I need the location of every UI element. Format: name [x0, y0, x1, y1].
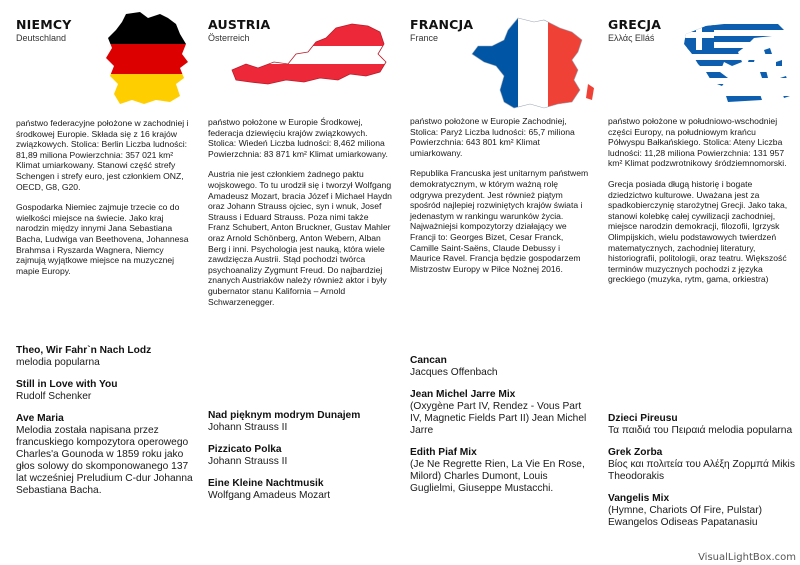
song-item: [208, 478, 396, 502]
song-author: Johann Strauss II: [208, 422, 288, 433]
greece-description: [608, 116, 792, 295]
germany-description: [16, 118, 194, 286]
france-description: [410, 116, 590, 284]
france-paragraph-1: państwo położone w Europie Zachodniej, Stolica: Paryż Liczba ludności: 65,7 miliona Powierzchnia: 643 801 km² Klimat umiarkowany.: [410, 116, 575, 158]
greece-paragraph-1: państwo położone w południowo-wschodniej części Europy, na południowym krańcu Półwyspu Bałkańskiego. Stolica: Ateny Liczba ludności: 11,28 miliona Powierzchnia: 131 957 km² Klimat podzwrotnikowy śródziemnomorski.: [608, 116, 787, 169]
greece-song-list: [608, 413, 796, 539]
song-title: Edith Piaf Mix: [410, 447, 477, 458]
song-item: [410, 447, 594, 495]
song-title: Nad pięknym modrym Dunajem: [208, 410, 361, 421]
france-flag-map: [468, 14, 600, 114]
song-item: [410, 389, 594, 437]
song-author: melodia popularna: [16, 357, 100, 368]
song-title: Cancan: [410, 355, 447, 366]
greece-paragraph-2: Grecja posiada długą historię i bogate dziedzictwo kulturowe. Uważana jest za spadkobierczynię starożytnej Grecji. Jako taka, stanowi kolebkę całej cywilizacji zachodniej, miejsce narodzin demokracji, filozofii, Igrzysk Olimpijskich, wielu podstawowych twierdzeń matematycznych, zachodniej literatury, historiografii, politologii, oraz teatru. Większość terminów muzycznych pochodzi z języka greckiego (muzyka, rytm, gama, orkiestra): [608, 178, 788, 285]
country-name: AUSTRIA: [208, 17, 271, 32]
germany-paragraph-2: Gospodarka Niemiec zajmuje trzecie co do wielkości miejsce na świecie. Jako kraj narodzin między innymi Jana Sebastiana Bacha, Ludwiga van Beethovena, Johannesa Brahmsa i Ryszarda Wagnera, Niemcy zajmują wyjątkowe miejsce na muzycznej mapie Europy.: [16, 202, 189, 276]
country-name: FRANCJA: [410, 17, 474, 32]
song-item: [208, 444, 396, 468]
austria-paragraph-1: państwo położone w Europie Środkowej, federacja dziewięciu krajów związkowych. Stolica: Wiedeń Liczba ludności: 8,462 miliona Powierzchnia: 83 871 km² Klimat umiarkowany.: [208, 117, 388, 159]
watermark: VisualLightBox.com: [698, 552, 796, 563]
austria-description: [208, 117, 392, 317]
song-title: Theo, Wir Fahr`n Nach Lodz: [16, 345, 152, 356]
austria-flag-map: [228, 18, 392, 88]
song-item: [608, 413, 796, 437]
germany-flag-map: [96, 10, 200, 110]
song-item: [608, 447, 796, 483]
song-item: [16, 413, 198, 497]
song-author: (Hymne, Chariots Of Fire, Pulstar) Ewangelos Odiseas Papatanasiu: [608, 505, 762, 528]
country-native-name: Deutschland: [16, 33, 67, 43]
song-author: Τα παιδιά του Πειραιά melodia popularna: [608, 425, 793, 436]
song-author: (Je Ne Regrette Rien, La Vie En Rose, Milord) Charles Dumont, Louis Guglielmi, Giuseppe Mustacchi.: [410, 459, 585, 494]
song-description: Melodia została napisana przez francuskiego kompozytora operowego Charles'a Gounoda w 1859 roku jako głos solowy do skomponowanego 137 lat wcześniej Preludium C-dur Johanna Sebastiana Bacha.: [16, 425, 193, 496]
song-title: Ave Maria: [16, 413, 64, 424]
song-author: (Oxygène Part IV, Rendez - Vous Part IV, Magnetic Fields Part II) Jean Michel Jarre: [410, 401, 587, 436]
france-song-list: [410, 355, 594, 505]
song-title: Pizzicato Polka: [208, 444, 282, 455]
country-name: GRECJA: [608, 17, 662, 32]
country-native-name: Österreich: [208, 33, 250, 43]
song-item: [16, 345, 198, 369]
song-author: Wolfgang Amadeus Mozart: [208, 490, 331, 501]
song-item: [410, 355, 594, 379]
country-native-name: France: [410, 33, 439, 43]
france-paragraph-2: Republika Francuska jest unitarnym państwem demokratycznym, w którym ważną rolę odgrywa prezydent. Jest również piątym spośród najlepiej rozwiniętych krajów świata i jedenastym w rankingu warunków życia. Najważniejsi kompozytorzy działający we Francji to: Georges Bizet, Cesar Franck, Camille Saint-Saëns, Claude Debussy i Maurice Ravel. Francja będzie gospodarzem Mistrzostw Europy w Piłce Nożnej 2016.: [410, 168, 589, 274]
song-title: Eine Kleine Nachtmusik: [208, 478, 324, 489]
song-item: [608, 493, 796, 529]
song-title: Jean Michel Jarre Mix: [410, 389, 516, 400]
song-title: Dzieci Pireusu: [608, 413, 678, 424]
germany-song-list: [16, 345, 198, 507]
song-title: Vangelis Mix: [608, 493, 670, 504]
germany-paragraph-1: państwo federacyjne położone w zachodniej i środkowej Europie. Składa się z 16 krajów związkowych. Stolica: Berlin Liczba ludności: 81,89 miliona Powierzchnia: 357 021 km² Klimat umiarkowany. Stanowi część strefy Schengen i strefy euro, jest członkiem ONZ, OECD, G8, G20.: [16, 118, 189, 192]
song-author: Βίος και πολιτεία του Αλέξη Ζορμπά Mikis Theodorakis: [608, 459, 795, 482]
song-author: Rudolf Schenker: [16, 391, 92, 402]
greece-flag-map: [676, 12, 796, 112]
country-native-name: Ελλάς Elláś: [608, 33, 655, 43]
song-item: [208, 410, 396, 434]
song-item: [16, 379, 198, 403]
austria-paragraph-2: Austria nie jest członkiem żadnego paktu wojskowego. To tu urodził się i tworzył Wolfgang Amadeusz Mozart, bracia Józef i Michael Haydn oraz Johann Strauss ojciec, syn i wnuk, Josef Strauss i Eduard Strauss. Poza nimi także Franz Schubert, Anton Bruckner, Gustav Mahler oraz Arnold Schönberg, Anton Webern, Alban Berg i inni. Psychologia jest nauką, która wiele zawdzięcza Austrii. Stąd pochodzi twórca psychoanalizy Zygmunt Freud. Do najbardziej znanych Austriaków należy również aktor i były gubernator stanu Kalifornia – Arnold Schwarzenegger.: [208, 169, 392, 307]
song-title: Grek Zorba: [608, 447, 663, 458]
song-author: Jacques Offenbach: [410, 367, 498, 378]
song-title: Still in Love with You: [16, 379, 118, 390]
austria-song-list: [208, 410, 396, 512]
country-name: NIEMCY: [16, 17, 72, 32]
song-author: Johann Strauss II: [208, 456, 288, 467]
